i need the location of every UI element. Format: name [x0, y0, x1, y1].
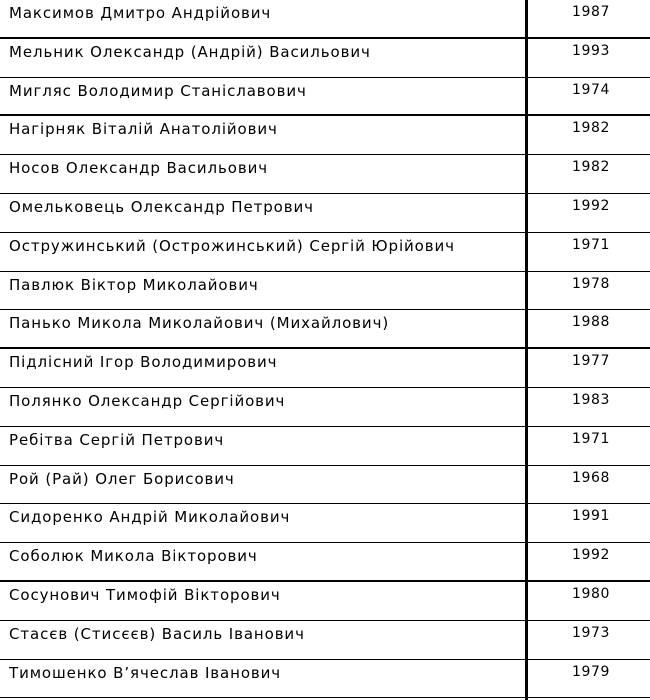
birth-year: 1983 — [572, 392, 611, 408]
table-row — [0, 504, 650, 543]
person-name: Нагірняк Віталій Анатолійович — [9, 120, 278, 139]
birth-year: 1992 — [572, 198, 611, 214]
table-row — [0, 39, 650, 78]
person-name: Полянко Олександр Сергійович — [9, 392, 286, 410]
person-name: Максимов Дмитро Андрійович — [9, 4, 272, 22]
person-name: Остружинський (Острожинський) Сергій Юрійович — [9, 236, 455, 255]
table-row — [0, 621, 650, 660]
birth-year: 1974 — [572, 81, 611, 98]
birth-year: 1992 — [572, 547, 611, 564]
table-row — [0, 349, 650, 388]
birth-year: 1991 — [572, 508, 611, 525]
person-name: Сидоренко Андрій Миколайович — [9, 508, 291, 527]
person-name: Мельник Олександр (Андрій) Васильович — [9, 42, 371, 61]
person-name: Мигляс Володимир Станіславович — [9, 81, 307, 100]
table-row — [0, 272, 650, 311]
birth-year: 1988 — [572, 314, 611, 331]
birth-year: 1987 — [572, 4, 611, 20]
birth-year: 1982 — [572, 159, 611, 176]
table-row — [0, 466, 650, 505]
birth-year: 1978 — [572, 275, 611, 292]
person-name: Павлюк Віктор Миколайович — [9, 275, 259, 294]
table-row — [0, 78, 650, 117]
birth-year: 1971 — [572, 430, 611, 447]
table-row — [0, 155, 650, 194]
birth-year: 1979 — [572, 663, 611, 680]
birth-year: 1973 — [572, 624, 611, 641]
person-name: Панько Микола Миколайович (Михайлович) — [9, 314, 390, 333]
table-row — [0, 0, 650, 39]
table-row — [0, 233, 650, 272]
table-row — [0, 427, 650, 466]
table-row — [0, 582, 650, 621]
birth-year: 1968 — [572, 469, 611, 486]
person-name: Ребітва Сергій Петрович — [9, 430, 225, 449]
column-divider — [525, 0, 528, 700]
person-name: Соболюк Микола Вікторович — [9, 547, 258, 566]
person-name: Підлісний Ігор Володимирович — [9, 353, 278, 372]
person-name: Омельковець Олександр Петрович — [9, 198, 314, 216]
person-name: Сосунович Тимофій Вікторович — [9, 586, 281, 604]
birth-year: 1971 — [572, 236, 611, 253]
table-row — [0, 543, 650, 582]
table-row — [0, 116, 650, 155]
table-row — [0, 194, 650, 233]
person-name: Тимошенко В’ячеслав Іванович — [9, 663, 282, 682]
person-name: Стасєв (Стисєєв) Василь Іванович — [9, 624, 305, 643]
table-row — [0, 310, 650, 349]
birth-year: 1977 — [572, 353, 611, 370]
person-name: Рой (Рай) Олег Борисович — [9, 469, 235, 488]
person-name: Носов Олександр Васильович — [9, 159, 269, 178]
table-row — [0, 660, 650, 699]
table-row — [0, 388, 650, 427]
birth-year: 1980 — [572, 586, 611, 602]
birth-year: 1993 — [572, 42, 611, 59]
birth-year: 1982 — [572, 120, 611, 137]
